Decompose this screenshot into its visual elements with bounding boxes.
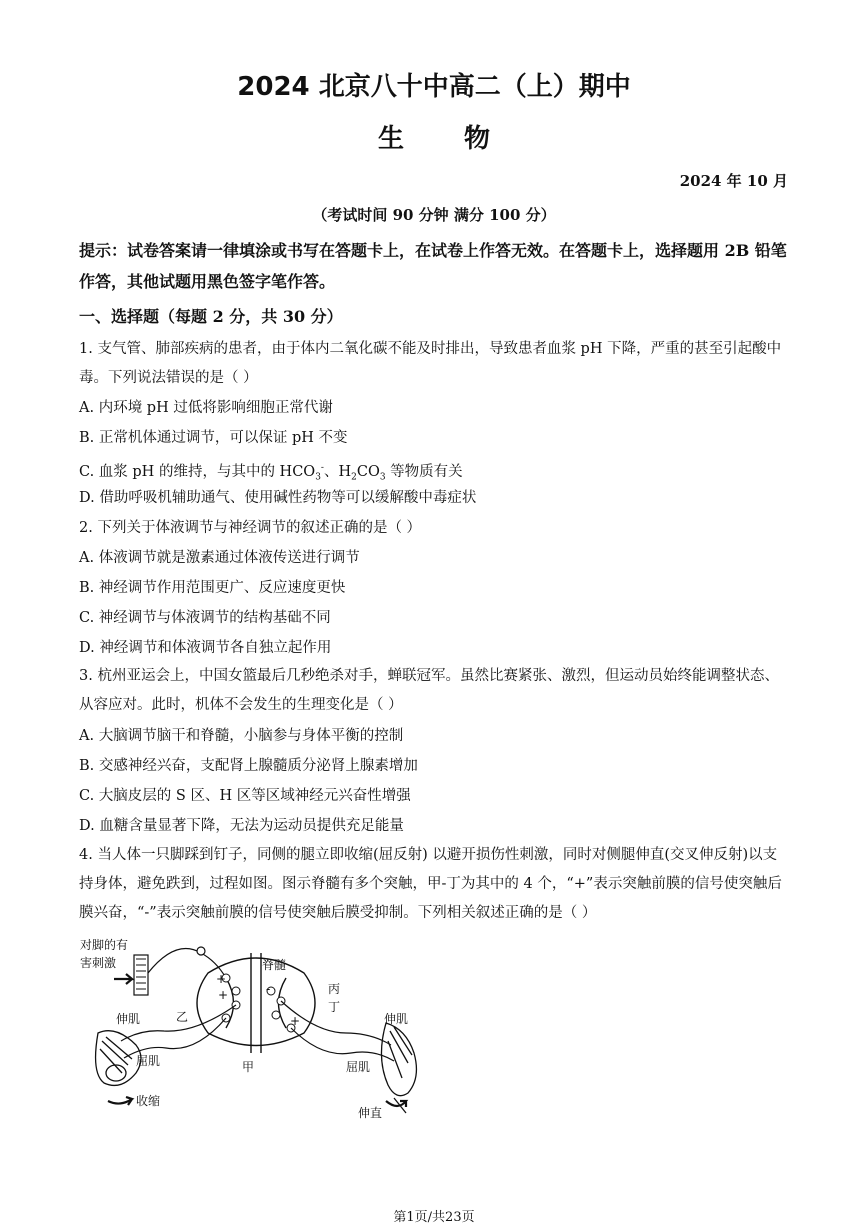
question-1-stem: 1. 支气管、肺部疾病的患者，由于体内二氧化碳不能及时排出，导致患者血浆 pH 下降，严重的甚至引起酸中毒。下列说法错误的是（ ） xyxy=(79,341,782,386)
label-plus-1: + xyxy=(216,972,227,986)
label-flexor-left: 屈肌 xyxy=(136,1054,161,1068)
label-stimulus-1: 对脚的有 xyxy=(80,938,129,952)
label-plus-2: + xyxy=(218,988,229,1002)
question-3-stem: 3. 杭州亚运会上，中国女篮最后几秒绝杀对手，蝉联冠军。虽然比赛紧张、激烈，但运动员始终能调整状态、从容应对。此时，机体不会发生的生理变化是（ ） xyxy=(79,668,779,713)
question-1-option-a: A. 内环境 pH 过低将影响细胞正常代谢 xyxy=(79,400,333,416)
label-extensor-left: 伸肌 xyxy=(116,1012,141,1026)
question-1-option-b: B. 正常机体通过调节，可以保证 pH 不变 xyxy=(79,430,348,446)
reflex-arc-figure xyxy=(76,933,432,1129)
label-ding: 丁 xyxy=(328,1000,341,1014)
question-3-option-b: B. 交感神经兴奋，支配肾上腺髓质分泌肾上腺素增加 xyxy=(79,758,418,774)
exam-title: 2024 北京八十中高二（上）期中 xyxy=(237,72,631,102)
label-extensor-right: 伸肌 xyxy=(384,1012,409,1026)
question-2-option-a: A. 体液调节就是激素通过体液传送进行调节 xyxy=(79,550,360,566)
question-2-stem: 2. 下列关于体液调节与神经调节的叙述正确的是（ ） xyxy=(79,520,422,536)
exam-notice: 提示：试卷答案请一律填涂或书写在答题卡上，在试卷上作答无效。在答题卡上，选择题用 2B 铅笔作答，其他试题用黑色签字笔作答。 xyxy=(79,241,787,291)
label-extend: 伸直 xyxy=(358,1106,383,1120)
exam-date: 2024 年 10 月 xyxy=(679,172,788,190)
label-flexor-right: 屈肌 xyxy=(346,1060,371,1074)
spinal-cord-section xyxy=(197,953,315,1053)
label-minus: - xyxy=(266,982,271,996)
stimulus-arrow-icon xyxy=(114,974,132,984)
question-3-option-d: D. 血糖含量显著下降，无法为运动员提供充足能量 xyxy=(79,818,404,834)
label-plus-3: + xyxy=(290,1014,301,1028)
question-3-option-a: A. 大脑调节脑干和脊髓，小脑参与身体平衡的控制 xyxy=(79,728,404,744)
contract-arrow-icon xyxy=(108,1097,132,1105)
sensory-nerve xyxy=(148,949,226,979)
label-stimulus-2: 害刺激 xyxy=(80,956,117,970)
ganglion-icon xyxy=(197,947,205,955)
question-3-option-c: C. 大脑皮层的 S 区、H 区等区域神经元兴奋性增强 xyxy=(79,788,411,804)
question-2-option-d: D. 神经调节和体液调节各自独立起作用 xyxy=(79,640,332,656)
exam-info: （考试时间 90 分钟 满分 100 分） xyxy=(312,206,556,224)
question-1-option-d: D. 借助呼吸机辅助通气、使用碱性药物等可以缓解酸中毒症状 xyxy=(79,490,477,506)
label-bing: 丙 xyxy=(328,982,341,996)
question-2-option-b: B. 神经调节作用范围更广、反应速度更快 xyxy=(79,580,346,596)
right-leg-icon xyxy=(381,1023,416,1113)
subject-title: 生物 xyxy=(377,124,550,154)
label-yi: 乙 xyxy=(176,1010,189,1024)
left-leg-icon xyxy=(96,1031,141,1086)
tack-icon xyxy=(134,955,148,995)
question-2-option-c: C. 神经调节与体液调节的结构基础不同 xyxy=(79,610,331,626)
question-4-stem: 4. 当人体一只脚踩到钉子，同侧的腿立即收缩(屈反射) 以避开损伤性刺激，同时对侧腿伸直(交叉伸反射)以支持身体，避免跌到，过程如图。图示脊髓有多个突触，甲-丁为其中的 4 个，“+”表示突触前膜的信号使突触后膜兴奋，“-”表示突触前膜的信号使突触后膜受抑制。下列相关叙述正确的是（ ） xyxy=(79,847,782,921)
section-title: 一、选择题（每题 2 分，共 30 分） xyxy=(79,307,343,326)
page-footer: 第1页/共23页 xyxy=(393,1210,475,1225)
extend-arrow-icon xyxy=(386,1101,406,1107)
question-1-option-c: C. 血浆 pH 的维持，与其中的 $HCO_3^-$、$H_2CO_3$ 等物质有关 xyxy=(79,463,463,483)
label-contract: 收缩 xyxy=(136,1094,161,1108)
label-spinal-cord: 脊髓 xyxy=(262,958,287,972)
label-jia: 甲 xyxy=(242,1060,255,1074)
